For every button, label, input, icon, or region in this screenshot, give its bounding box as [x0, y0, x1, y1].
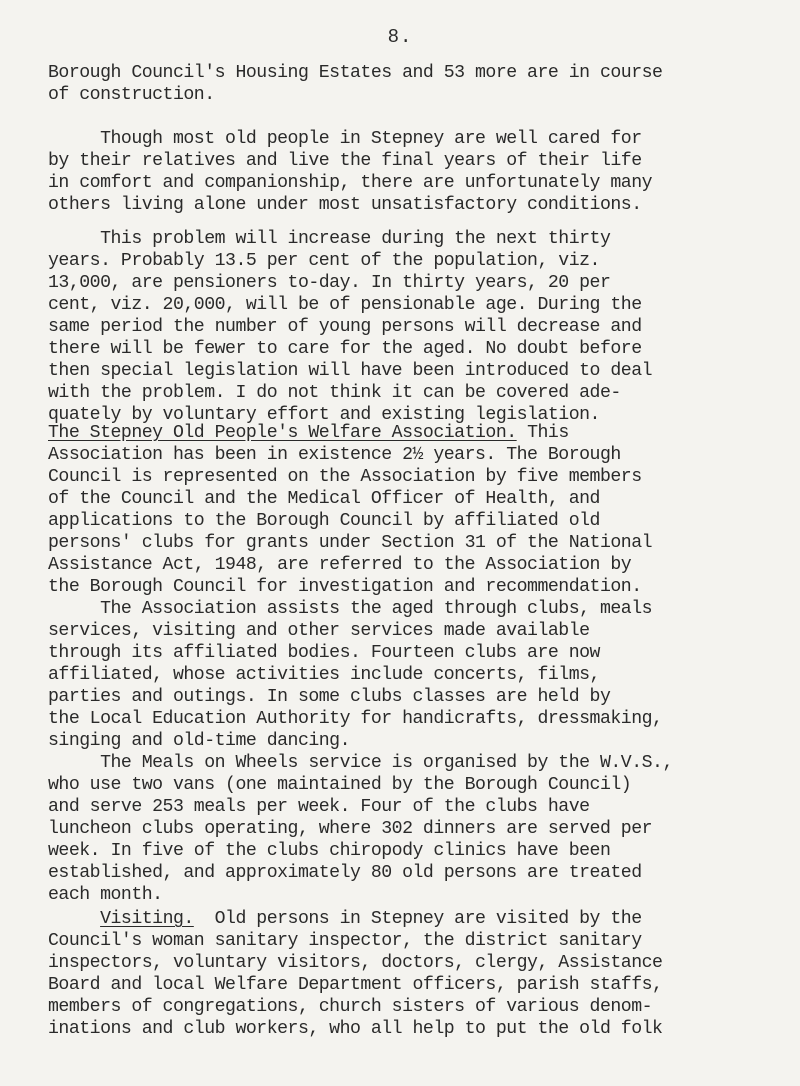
text-line: Council is represented on the Association by five members — [48, 467, 642, 487]
section-heading-visiting: Visiting. — [100, 909, 194, 929]
text-line: Association has been in existence 2½ years. The Borough — [48, 445, 621, 465]
text-line: others living alone under most unsatisfactory conditions. — [48, 195, 642, 215]
text-line: with the problem. I do not think it can be covered ade- — [48, 383, 621, 403]
text-line: Though most old people in Stepney are well cared for — [48, 129, 642, 149]
text-line: of the Council and the Medical Officer of Health, and — [48, 489, 600, 509]
text-line: luncheon clubs operating, where 302 dinners are served per — [48, 819, 653, 839]
text-line: services, visiting and other services made available — [48, 621, 590, 641]
text-line: and serve 253 meals per week. Four of the clubs have — [48, 797, 590, 817]
paragraph-old-people-care — [48, 128, 768, 216]
text-line: persons' clubs for grants under Section 31 of the National — [48, 533, 653, 553]
text-line: there will be fewer to care for the aged. No doubt before — [48, 339, 642, 359]
text-fragment: This — [516, 423, 569, 443]
text-line: by their relatives and live the final years of their life — [48, 151, 642, 171]
text-line — [48, 908, 768, 930]
text-line: each month. — [48, 885, 163, 905]
text-line: Borough Council's Housing Estates and 53 more are in course — [48, 63, 663, 83]
text-line: This problem will increase during the next thirty — [48, 229, 611, 249]
text-line: parties and outings. In some clubs classes are held by — [48, 687, 611, 707]
text-line: through its affiliated bodies. Fourteen clubs are now — [48, 643, 600, 663]
text-line: The Association assists the aged through clubs, meals — [48, 599, 653, 619]
text-fragment: Old persons in Stepney are visited by the — [193, 909, 642, 929]
paragraph-housing-estates — [48, 62, 768, 106]
text-line: in comfort and companionship, there are unfortunately many — [48, 173, 653, 193]
page-number: 8. — [387, 26, 413, 48]
text-line: the Local Education Authority for handicrafts, dressmaking, — [48, 709, 663, 729]
text-line: The Meals on Wheels service is organised by the W.V.S., — [48, 753, 673, 773]
text-line: affiliated, whose activities include concerts, films, — [48, 665, 600, 685]
text-line: members of congregations, church sisters of various denom- — [48, 997, 653, 1017]
text-line: cent, viz. 20,000, will be of pensionable age. During the — [48, 295, 642, 315]
paragraph-visiting — [48, 908, 768, 1040]
text-line: Assistance Act, 1948, are referred to the Association by — [48, 555, 632, 575]
text-line: inations and club workers, who all help to put the old folk — [48, 1019, 663, 1039]
text-line: years. Probably 13.5 per cent of the population, viz. — [48, 251, 600, 271]
text-line: singing and old-time dancing. — [48, 731, 351, 751]
paragraph-association-services — [48, 598, 768, 752]
text-line: week. In five of the clubs chiropody clinics have been — [48, 841, 611, 861]
text-line: 13,000, are pensioners to-day. In thirty years, 20 per — [48, 273, 611, 293]
text-line: inspectors, voluntary visitors, doctors, clergy, Assistance — [48, 953, 663, 973]
text-line: then special legislation will have been introduced to deal — [48, 361, 653, 381]
text-line — [48, 422, 768, 444]
text-line: Council's woman sanitary inspector, the district sanitary — [48, 931, 642, 951]
paragraph-meals-on-wheels — [48, 752, 768, 906]
paragraph-problem-increase — [48, 228, 768, 426]
text-line: quately by voluntary effort and existing legislation. — [48, 405, 600, 425]
paragraph-welfare-association — [48, 422, 768, 598]
text-line: who use two vans (one maintained by the Borough Council) — [48, 775, 632, 795]
text-line: of construction. — [48, 85, 215, 105]
text-line: established, and approximately 80 old persons are treated — [48, 863, 642, 883]
text-line: applications to the Borough Council by affiliated old — [48, 511, 600, 531]
text-line: the Borough Council for investigation and recommendation. — [48, 577, 642, 597]
text-line: same period the number of young persons will decrease and — [48, 317, 642, 337]
text-line: Board and local Welfare Department officers, parish staffs, — [48, 975, 663, 995]
section-heading-welfare-association: The Stepney Old People's Welfare Association. — [48, 423, 517, 443]
